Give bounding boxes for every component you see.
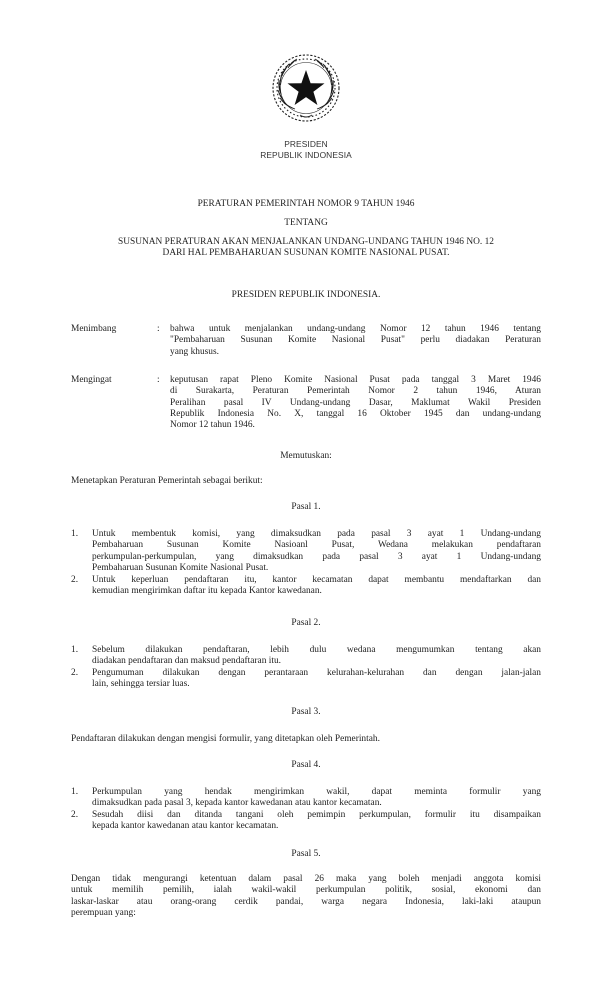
text-line: Pendaftaran dilakukan dengan mengisi formulir, yang ditetapkan oleh Pemerintah. xyxy=(71,734,380,744)
item-number: 2. xyxy=(71,668,79,678)
title-subject-line2: DARI HAL PEMBAHARUAN SUSUNAN KOMITE NASIONAL PUSAT. xyxy=(162,248,450,258)
text-line: Pengumuman dilakukan dengan perantaraan kelurahan-kelurahan dan dengan jalan-jalan xyxy=(92,668,541,678)
text-line: keputusan rapat Pleno Komite Nasional Pusat pada tanggal 3 Maret 1946 xyxy=(170,375,541,385)
text-line: Peralihan pasal IV Undang-undang Dasar, Maklumat Wakil Presiden xyxy=(170,397,541,408)
mengingat-colon: : xyxy=(157,375,160,385)
pasal-5-heading: Pasal 5. xyxy=(291,849,321,859)
regulation-title: PERATURAN PEMERINTAH NOMOR 9 TAHUN 1946 xyxy=(197,199,415,209)
pasal-2-heading: Pasal 2. xyxy=(291,618,321,628)
item-number: 1. xyxy=(71,645,79,655)
text-line: Sebelum dilakukan pendaftaran, lebih dulu wedana mengumumkan tentang akan xyxy=(92,645,541,655)
pasal-5-text xyxy=(71,874,541,919)
text-line: Pembaharuan Susunan Komite Nasioanl Pusat, Wedana melakukan pendaftaran xyxy=(92,540,541,551)
pasal-1-item-1 xyxy=(92,529,541,574)
item-number: 2. xyxy=(71,810,79,820)
menetapkan-text xyxy=(71,476,541,487)
pasal-1-item-2 xyxy=(92,575,541,598)
text-line: perkumpulan-perkumpulan, yang dimaksudkan pada pasal 3 ayat 1 Undang-undang xyxy=(92,551,541,562)
text-line: bahwa untuk menjalankan undang-undang Nomor 12 tahun 1946 tentang xyxy=(170,324,541,334)
text-line: untuk memilih pemilih, ialah wakil-wakil perkumpulan politik, sosial, ekonomi dan xyxy=(71,885,541,896)
text-line: Untuk keperluan pendaftaran itu, kantor kecamatan dapat membantu mendaftarkan dan xyxy=(92,575,541,585)
pasal-2-item-1 xyxy=(92,645,541,668)
text-line: Dengan tidak mengurangi ketentuan dalam pasal 26 maka yang boleh menjadi anggota komisi xyxy=(71,874,541,884)
header-president: PRESIDEN xyxy=(284,139,328,149)
text-line: laskar-laskar atau orang-orang cerdik pandai, warga negara Indonesia, laki-laki ataupun xyxy=(71,896,541,907)
title-tentang: TENTANG xyxy=(284,218,328,228)
pasal-2-item-2 xyxy=(92,668,541,691)
text-line: Untuk membentuk komisi, yang dimaksudkan pada pasal 3 ayat 1 Undang-undang xyxy=(92,529,541,539)
text-line: Perkumpulan yang hendak mengirimkan wakil, dapat meminta formulir yang xyxy=(92,787,541,797)
mengingat-text xyxy=(170,375,541,431)
menimbang-label: Menimbang xyxy=(71,324,117,334)
menimbang-text xyxy=(170,324,541,358)
pasal-3-text xyxy=(71,734,541,745)
text-line: perempuan yang: xyxy=(71,907,136,918)
pasal-3-heading: Pasal 3. xyxy=(291,707,321,717)
item-number: 1. xyxy=(71,787,79,797)
text-line: diadakan pendaftaran dan maksud pendaftaran itu. xyxy=(92,656,281,667)
pasal-4-item-1 xyxy=(92,787,541,810)
text-line: di Surakarta, Peraturan Pemerintah Nomor 2 tahun 1946, Aturan xyxy=(170,386,541,397)
text-line: kepada kantor kawedanan atau kantor kecamatan. xyxy=(92,821,279,832)
header-republic: REPUBLIK INDONESIA xyxy=(260,150,352,160)
menimbang-colon: : xyxy=(157,324,160,334)
item-number: 1. xyxy=(71,529,79,539)
title-subject-line1: SUSUNAN PERATURAN AKAN MENJALANKAN UNDANG-UNDANG TAHUN 1946 NO. 12 xyxy=(118,237,494,247)
text-line: yang khusus. xyxy=(170,346,219,357)
text-line: Sesudah diisi dan ditanda tangani oleh pemimpin perkumpulan, formulir itu disampaikan xyxy=(92,810,541,820)
presidential-emblem-icon xyxy=(270,52,342,124)
text-line: "Pembaharuan Susunan Komite Nasional Pusat" perlu diadakan Peraturan xyxy=(170,335,541,346)
text-line: dimaksudkan pada pasal 3, kepada kantor kawedanan atau kantor kecamatan. xyxy=(92,798,382,809)
pasal-1-heading: Pasal 1. xyxy=(291,502,321,512)
pasal-4-item-2 xyxy=(92,810,541,833)
text-line: lain, sehingga tersiar luas. xyxy=(92,679,190,690)
pasal-4-heading: Pasal 4. xyxy=(291,760,321,770)
mengingat-label: Mengingat xyxy=(71,375,112,385)
text-line: Pembaharuan Susunan Komite Nasional Pusat. xyxy=(92,562,269,573)
text-line: kemudian mengirimkan daftar itu kepada Kantor kawedanan. xyxy=(92,586,322,597)
text-line: Menetapkan Peraturan Pemerintah sebagai berikut: xyxy=(71,476,263,486)
text-line: Republik Indonesia No. X, tanggal 16 Oktober 1945 dan undang-undang xyxy=(170,408,541,419)
text-line: Nomor 12 tahun 1946. xyxy=(170,420,255,431)
memutuskan-heading: Memutuskan: xyxy=(280,451,332,461)
issuer-heading: PRESIDEN REPUBLIK INDONESIA. xyxy=(231,290,381,300)
item-number: 2. xyxy=(71,575,79,585)
